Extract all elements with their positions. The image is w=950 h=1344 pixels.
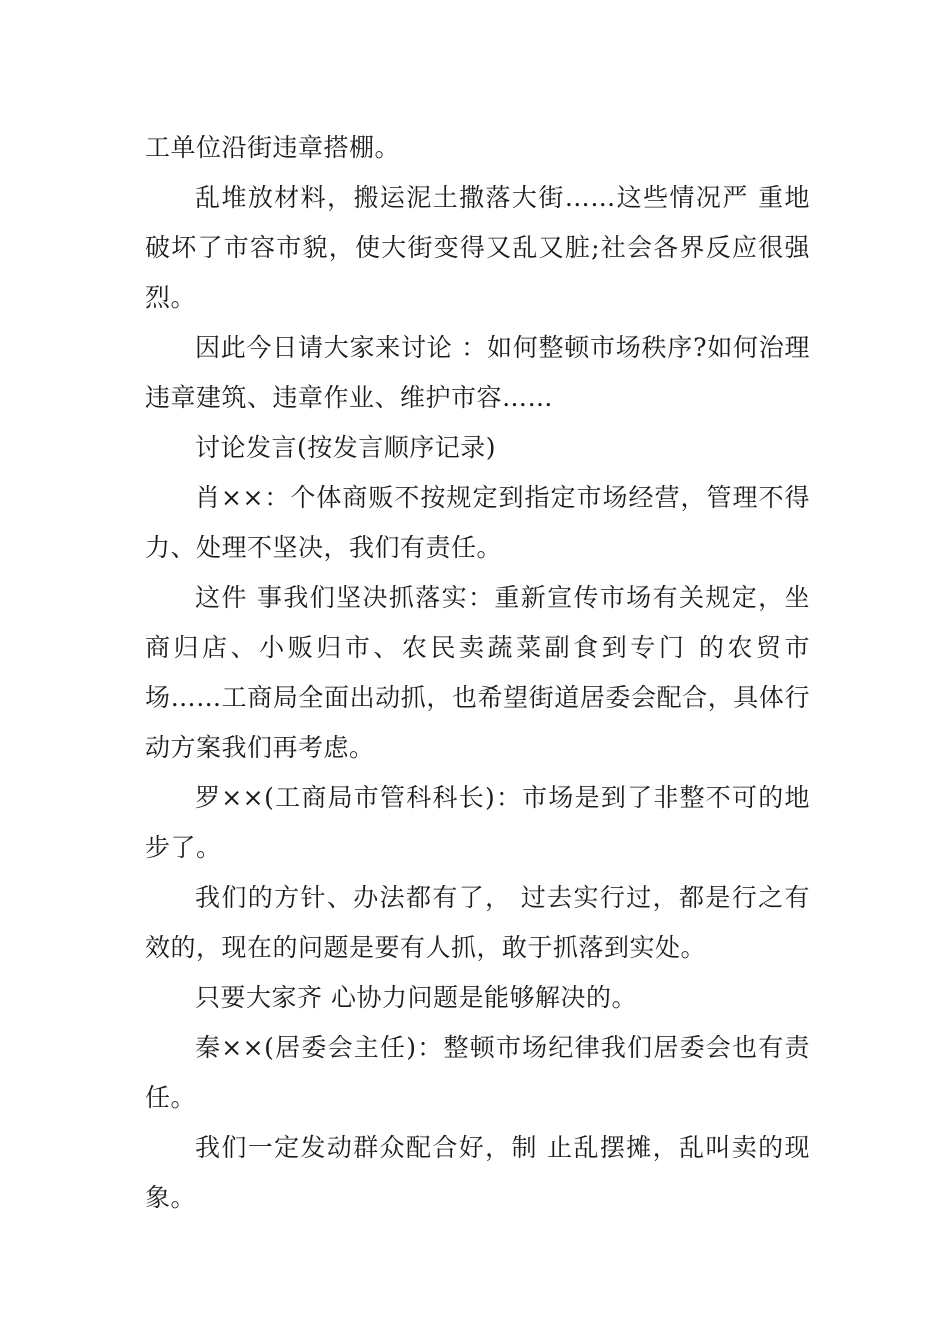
paragraph-discussion-heading: 讨论发言(按发言顺序记录) [195, 433, 497, 462]
paragraph-continuation: 工单位沿街违章搭棚。 [145, 133, 401, 162]
paragraph-speaker-xiao: 肖××：个体商贩不按规定到指定市场经营，管理不得力、处理不坚决，我们有责任。 [145, 483, 810, 562]
paragraph-speaker-luo: 罗××(工商局市管科科长)：市场是到了非整不可的地步了。 [145, 783, 810, 862]
paragraph-situation: 乱堆放材料，搬运泥土撒落大街……这些情况严 重地破坏了市容市貌，使大街变得又乱又脏;社会各界反应很强烈。 [145, 183, 810, 312]
document-body [145, 123, 810, 1223]
paragraph-discussion-topic: 因此今日请大家来讨论 ：如何整顿市场秩序?如何治理违章建筑、违章作业、维护市容…… [145, 333, 810, 412]
paragraph-xiao-continued: 这件 事我们坚决抓落实：重新宣传市场有关规定，坐商归店、小贩归市、农民卖蔬菜副食到专门 的农贸市场……工商局全面出动抓，也希望街道居委会配合，具体行动方案我们再考虑。 [145, 583, 810, 762]
paragraph-luo-continued: 我们的方针、办法都有了， 过去实行过，都是行之有效的，现在的问题是要有人抓，敢于抓落到实处。 [145, 883, 810, 962]
paragraph-luo-conclusion: 只要大家齐 心协力问题是能够解决的。 [195, 983, 637, 1012]
paragraph-speaker-qin: 秦××(居委会主任)：整顿市场纪律我们居委会也有责任。 [145, 1033, 810, 1112]
paragraph-qin-continued: 我们一定发动群众配合好，制 止乱摆摊，乱叫卖的现象。 [145, 1133, 810, 1212]
